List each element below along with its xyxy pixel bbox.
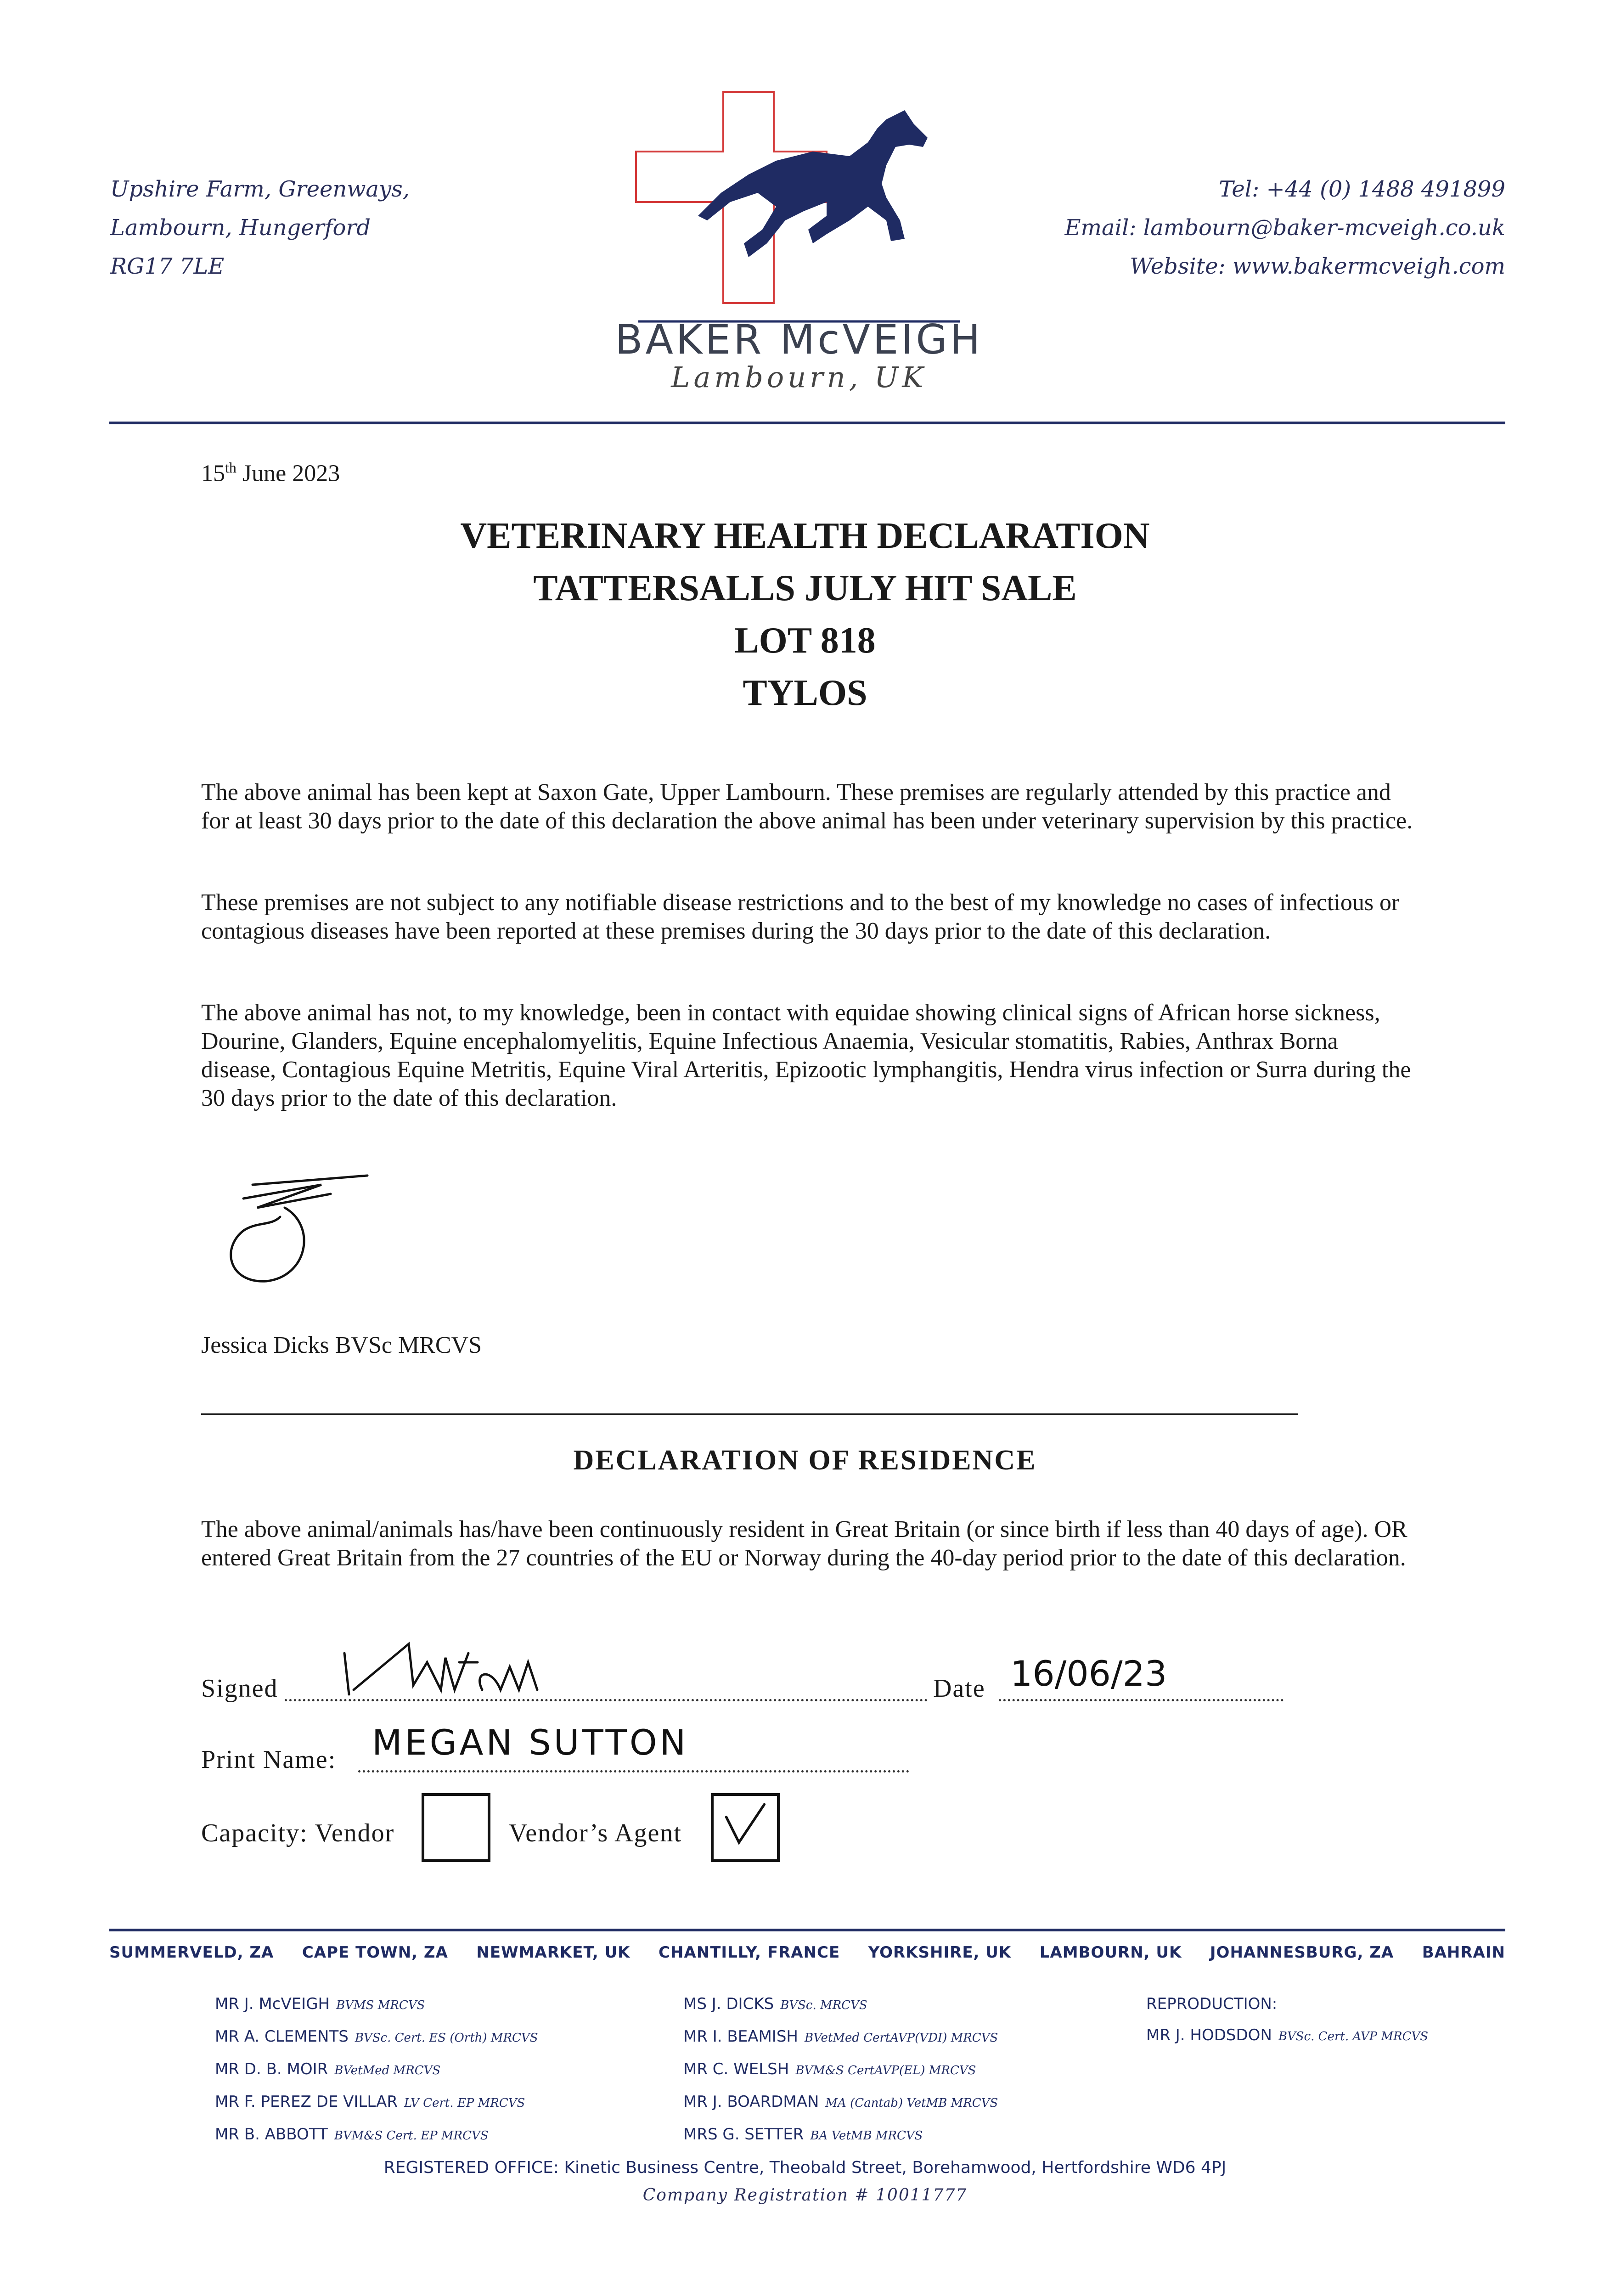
signer-name: Jessica Dicks BVSc MRCVS [201,1332,482,1358]
website-line: Website: www.bakermcveigh.com [1130,253,1505,279]
office-item: SUMMERVELD, ZA [109,1943,274,1962]
section-divider [201,1413,1298,1415]
vet-entry: MR A. CLEMENTS BVSc. Cert. ES (Orth) MRCVS [215,2027,538,2046]
paragraph-1: The above animal has been kept at Saxon Gate, Upper Lambourn. These premises are regularly attended by this practice and for at least 30 days prior to the date of this declaration the above animal has been under veterinary supervision by this practice. [201,779,1413,834]
office-item: JOHANNESBURG, ZA [1210,1943,1394,1962]
contact-block [1064,170,1505,286]
address-line: Lambourn, Hungerford [110,215,371,241]
vet-signature [216,1157,381,1295]
signed-label: Signed [201,1674,278,1703]
office-item: YORKSHIRE, UK [868,1943,1012,1962]
document-date: 15th June 2023 [201,459,340,487]
company-registration: Company Registration # 10011777 [642,2186,968,2205]
print-name-line [358,1770,909,1773]
title-line-1: VETERINARY HEALTH DECLARATION [460,516,1150,556]
print-name-field[interactable]: MEGAN SUTTON [372,1722,689,1763]
vet-column-3 [1146,1988,1428,2052]
reproduction-heading: REPRODUCTION: [1146,1995,1278,2013]
vet-entry: MS J. DICKS BVSc. MRCVS [683,1995,867,2013]
vendors-agent-checkbox[interactable] [711,1793,780,1862]
vet-entry: MRS G. SETTER BA VetMB MRCVS [683,2125,923,2144]
date-label: Date [933,1674,985,1703]
vet-entry: MR I. BEAMISH BVetMed CertAVP(VDI) MRCVS [683,2027,998,2046]
address-block [110,170,410,286]
vet-column-2 [683,1988,998,2151]
vet-entry: MR J. HODSDON BVSc. Cert. AVP MRCVS [1146,2026,1429,2044]
residence-text: The above animal/animals has/have been continuously resident in Great Britain (or since birth if less than 40 days of age). OR entered Great Britain from the 27 countries of the EU or Norway during the 40-day period prior to the date of this declaration. [201,1516,1407,1571]
title-line-2: TATTERSALLS JULY HIT SALE [533,568,1077,608]
office-item: NEWMARKET, UK [476,1943,630,1962]
address-line: RG17 7LE [110,253,225,279]
office-item: CAPE TOWN, ZA [302,1943,448,1962]
vet-entry: MR F. PEREZ DE VILLAR LV Cert. EP MRCVS [215,2093,525,2111]
footer-rule [109,1929,1505,1931]
brand-location: Lambourn, UK [671,360,927,394]
vet-entry: MR B. ABBOTT BVM&S Cert. EP MRCVS [215,2125,489,2144]
vet-entry: MR J. BOARDMAN MA (Cantab) VetMB MRCVS [683,2093,998,2111]
brand-name: BAKER McVEIGH [615,316,983,363]
vendor-checkbox[interactable] [422,1793,490,1862]
phone-line: Tel: +44 (0) 1488 491899 [1219,176,1505,202]
vendor-signature [335,1635,592,1704]
vet-column-1 [215,1988,538,2151]
title-line-3: LOT 818 [734,620,876,661]
vet-entry: MR J. McVEIGH BVMS MRCVS [215,1995,425,2013]
office-item: BAHRAIN [1422,1943,1505,1962]
date-field[interactable]: 16/06/23 [1010,1653,1167,1694]
title-line-4: TYLOS [743,673,867,713]
office-item: CHANTILLY, FRANCE [659,1943,840,1962]
print-name-label: Print Name: [201,1745,337,1774]
vet-entry: MR D. B. MOIR BVetMed MRCVS [215,2060,441,2078]
registered-office: REGISTERED OFFICE: Kinetic Business Centre, Theobald Street, Borehamwood, Hertfordshire WD6 4PJ [383,2158,1227,2177]
vendors-agent-label: Vendor’s Agent [509,1819,682,1847]
check-icon [714,1796,777,1859]
date-line [999,1699,1283,1701]
vet-entry: MR C. WELSH BVM&S CertAVP(EL) MRCVS [683,2060,976,2078]
email-line: Email: lambourn@baker-mcveigh.co.uk [1064,215,1505,241]
capacity-vendor-label: Capacity: Vendor [201,1819,395,1847]
header-rule [109,422,1505,424]
paragraph-3: The above animal has not, to my knowledge, been in contact with equidae showing clinical signs of African horse sickness, Dourine, Glanders, Equine encephalomyelitis, Equine Infectious Anaemia, Vesicular stomatitis, Rabies, Anthrax Borna disease, Contagious Equine Metritis, Equine Viral Arteritis, Epizootic lymphangitis, Hendra virus infection or Surra during the 30 days prior to the date of this declaration. [201,1000,1411,1111]
horse-cross-logo [611,83,987,340]
paragraph-2: These premises are not subject to any notifiable disease restrictions and to the best of my knowledge no cases of infectious or contagious diseases have been reported at these premises during the 30 days prior to the date of this declaration. [201,889,1400,944]
office-item: LAMBOURN, UK [1039,1943,1182,1962]
office-list [109,1943,1505,1962]
address-line: Upshire Farm, Greenways, [110,176,410,202]
residence-title: DECLARATION OF RESIDENCE [573,1445,1037,1476]
